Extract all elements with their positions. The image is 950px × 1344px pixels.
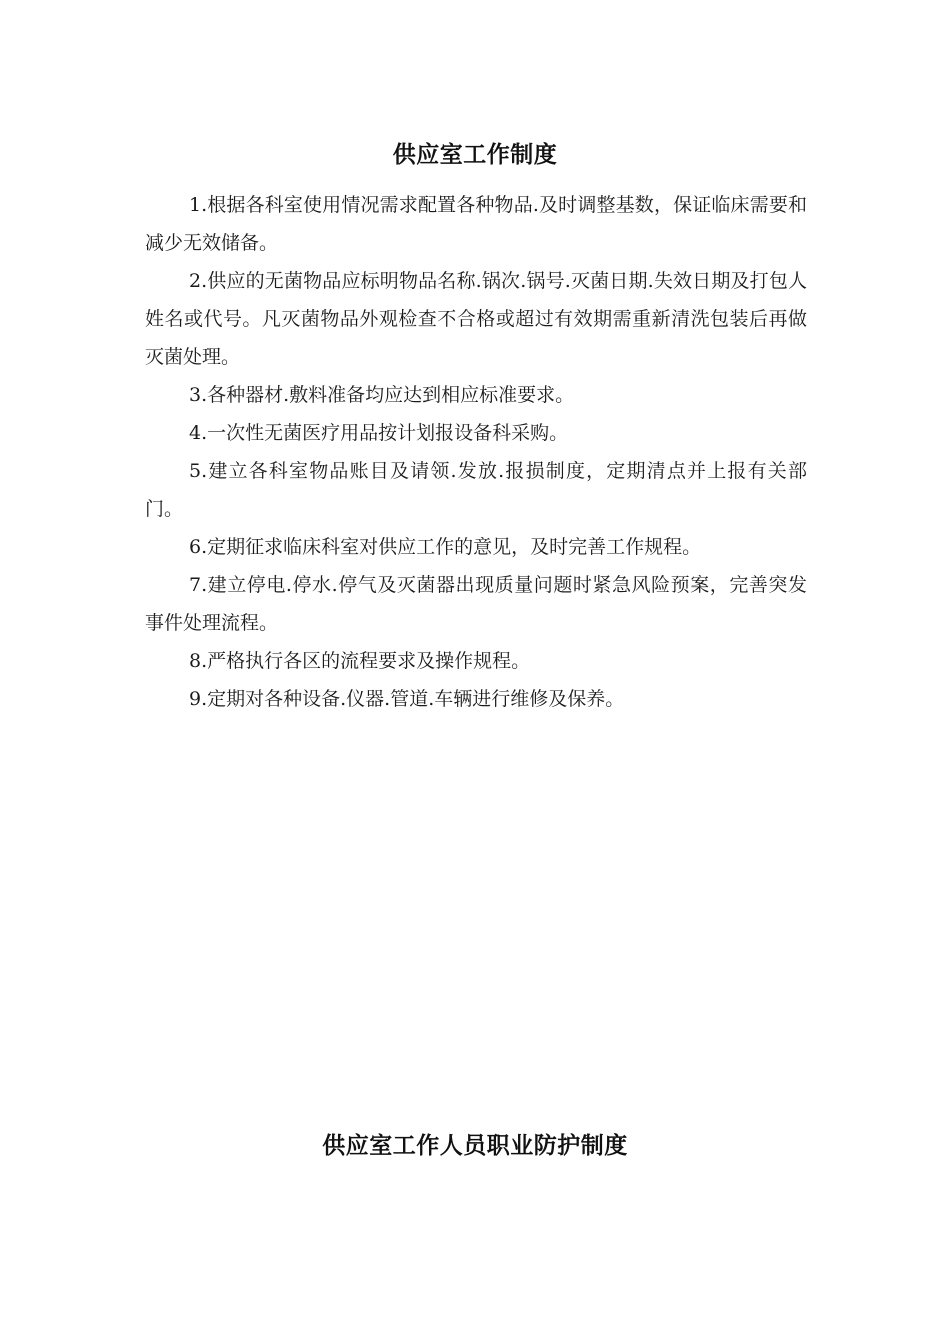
section-title: 供应室工作制度 <box>392 142 558 168</box>
regulation-item-2: 2.供应的无菌物品应标明物品名称.锅次.锅号.灭菌日期.失效日期及打包人姓名或代号。凡灭菌物品外观检查不合格或超过有效期需重新清洗包装后再做灭菌处理。 <box>145 270 807 368</box>
regulation-item-9: 9.定期对各种设备.仪器.管道.车辆进行维修及保养。 <box>189 688 625 710</box>
regulation-item-6: 6.定期征求临床科室对供应工作的意见，及时完善工作规程。 <box>189 536 702 558</box>
regulation-item-5: 5.建立各科室物品账目及请领.发放.报损制度，定期清点并上报有关部门。 <box>145 460 807 520</box>
regulation-item-8: 8.严格执行各区的流程要求及操作规程。 <box>189 650 531 672</box>
regulation-item-3: 3.各种器材.敷料准备均应达到相应标准要求。 <box>189 384 575 406</box>
regulation-item-4: 4.一次性无菌医疗用品按计划报设备科采购。 <box>189 422 569 444</box>
regulation-list <box>145 186 807 718</box>
regulation-item-7: 7.建立停电.停水.停气及灭菌器出现质量问题时紧急风险预案，完善突发事件处理流程。 <box>145 574 807 634</box>
regulation-item-1: 1.根据各科室使用情况需求配置各种物品.及时调整基数，保证临床需要和减少无效储备。 <box>145 194 807 254</box>
section-title-2: 供应室工作人员职业防护制度 <box>322 1133 628 1159</box>
